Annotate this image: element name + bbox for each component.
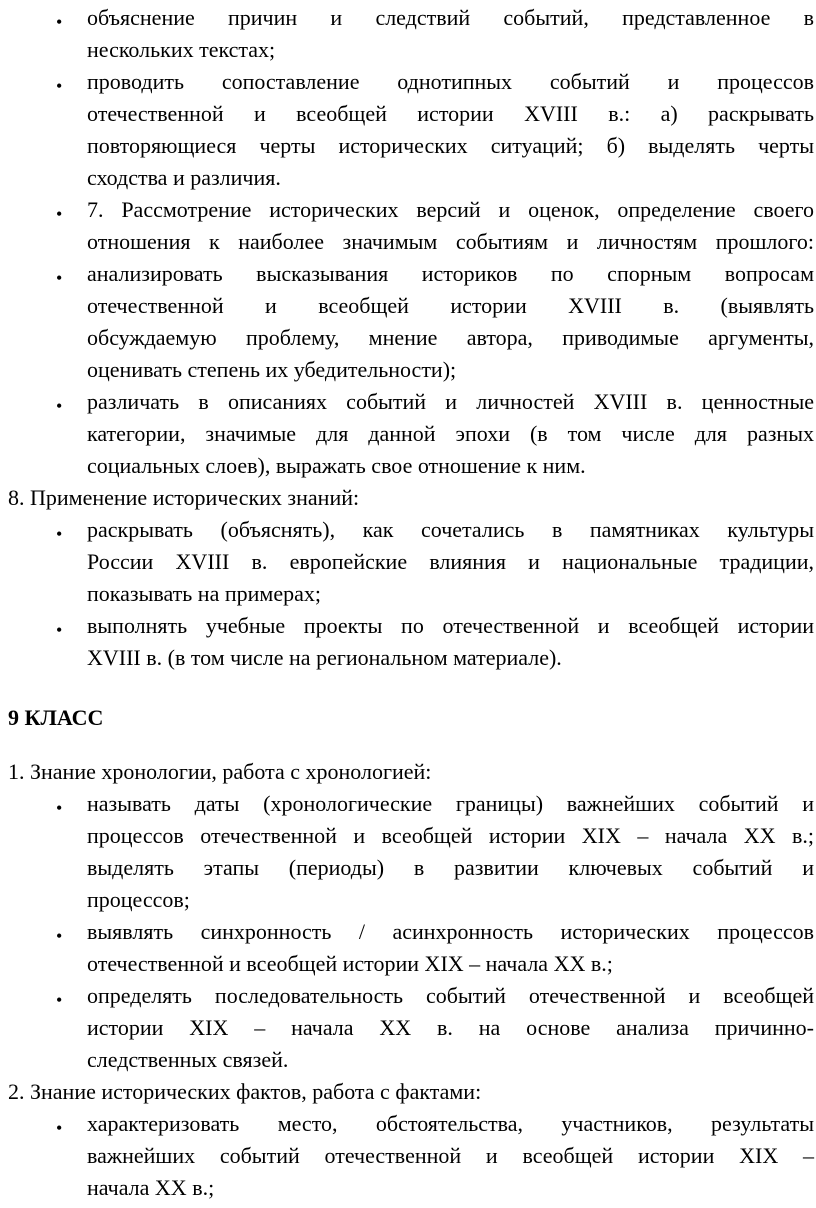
text-line: отечественной и всеобщей истории XVIII в. (выявлять <box>87 293 814 318</box>
text-line: называть даты (хронологические границы) важнейших событий и <box>87 791 814 816</box>
text-line: характеризовать место, обстоятельства, участников, результаты <box>87 1111 814 1136</box>
text-line: нескольких текстах; <box>87 37 276 62</box>
bullet-icon: • <box>56 990 63 1010</box>
text-line: отечественной и всеобщей истории XVIII в.: а) раскрывать <box>87 101 814 126</box>
text-line: сходства и различия. <box>87 165 281 190</box>
text-line: выявлять синхронность / асинхронность исторических процессов <box>87 919 814 944</box>
text-line: следственных связей. <box>87 1047 289 1072</box>
section-heading: 8. Применение исторических знаний: <box>8 485 360 510</box>
text-line: процессов отечественной и всеобщей истории XIX – начала XX в.; <box>87 823 814 848</box>
text-line: повторяющиеся черты исторических ситуаций; б) выделять черты <box>87 133 814 158</box>
text-line: проводить сопоставление однотипных событий и процессов <box>87 69 814 94</box>
bullet-icon: • <box>56 620 63 640</box>
text-line: анализировать высказывания историков по спорным вопросам <box>87 261 814 286</box>
text-line: XVIII в. (в том числе на региональном материале). <box>87 645 562 670</box>
text-line: определять последовательность событий отечественной и всеобщей <box>87 983 814 1008</box>
text-line: раскрывать (объяснять), как сочетались в памятниках культуры <box>87 517 814 542</box>
text-line: истории XIX – начала XX в. на основе анализа причинно- <box>87 1015 814 1040</box>
bullet-icon: • <box>56 524 63 544</box>
bullet-icon: • <box>56 926 63 946</box>
bullet-icon: • <box>56 204 63 224</box>
bullet-icon: • <box>56 12 63 32</box>
text-line: обсуждаемую проблему, мнение автора, приводимые аргументы, <box>87 325 814 350</box>
text-line: категории, значимые для данной эпохи (в том числе для разных <box>87 421 814 446</box>
class-heading: 9 КЛАСС <box>8 705 104 730</box>
bullet-icon: • <box>56 1118 63 1138</box>
text-line: социальных слоев), выражать свое отношение к ним. <box>87 453 586 478</box>
text-line: процессов; <box>87 887 190 912</box>
text-line: различать в описаниях событий и личностей XVIII в. ценностные <box>87 389 814 414</box>
text-line: показывать на примерах; <box>87 581 321 606</box>
bullet-icon: • <box>56 396 63 416</box>
bullet-icon: • <box>56 798 63 818</box>
bullet-icon: • <box>56 268 63 288</box>
text-line: отношения к наиболее значимым событиям и личностям прошлого: <box>87 229 814 254</box>
text-line: начала XX в.; <box>87 1175 215 1200</box>
text-line: важнейших событий отечественной и всеобщей истории XIX – <box>87 1143 814 1168</box>
text-line: оценивать степень их убедительности); <box>87 357 457 382</box>
text-line: 7. Рассмотрение исторических версий и оценок, определение своего <box>87 197 814 222</box>
section-heading: 2. Знание исторических фактов, работа с фактами: <box>8 1079 482 1104</box>
text-line: выполнять учебные проекты по отечественной и всеобщей истории <box>87 613 814 638</box>
bullet-icon: • <box>56 76 63 96</box>
text-line: России XVIII в. европейские влияния и национальные традиции, <box>87 549 814 574</box>
text-line: выделять этапы (периоды) в развитии ключевых событий и <box>87 855 814 880</box>
text-line: отечественной и всеобщей истории XIX – начала XX в.; <box>87 951 613 976</box>
text-line: объяснение причин и следствий событий, представленное в <box>87 5 814 30</box>
section-heading: 1. Знание хронологии, работа с хронологией: <box>8 759 432 784</box>
